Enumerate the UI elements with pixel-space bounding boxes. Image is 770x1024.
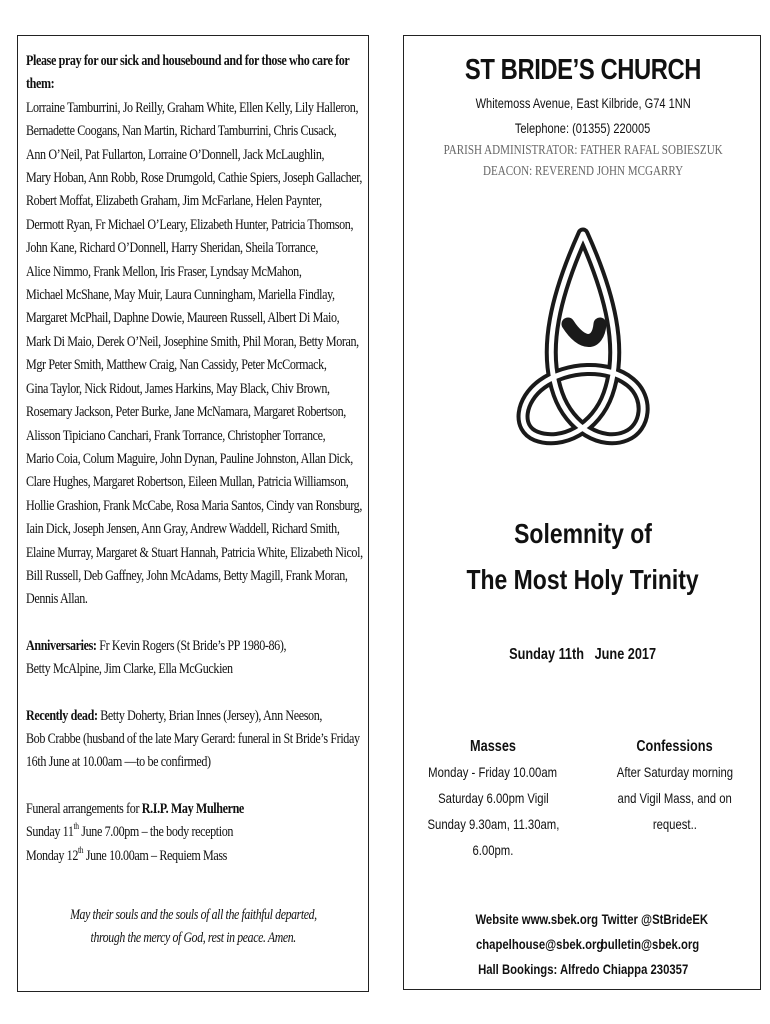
sick-name-line: Mark Di Maio, Derek O’Neil, Josephine Smith, Phil Moran, Betty Moran,: [26, 333, 359, 350]
recently-dead: [26, 705, 370, 728]
masses-list: [410, 760, 576, 864]
sick-name-line: Clare Hughes, Margaret Robertson, Eileen Mullan, Patricia Williamson,: [26, 474, 349, 491]
mass-time-line: [410, 786, 576, 812]
funeral-line-1: [26, 821, 370, 844]
church-telephone: Telephone: (01355) 220005: [515, 121, 651, 136]
sick-name-line: Iain Dick, Joseph Jensen, Ann Gray, Andrew Waddell, Richard Smith,: [26, 521, 340, 538]
sick-name-line: Margaret McPhail, Daphne Dowie, Maureen Russell, Albert Di Maio,: [26, 310, 340, 327]
sick-name-line: John Kane, Richard O’Donnell, Harry Sheridan, Sheila Torrance,: [26, 240, 319, 257]
mass-time-line-text: 6.00pm.: [472, 843, 514, 858]
sick-name-line: Lorraine Tamburrini, Jo Reilly, Graham White, Ellen Kelly, Lily Halleron,: [26, 99, 359, 116]
trinity-knot-graphic: [512, 224, 654, 462]
mass-time-line: [410, 812, 576, 838]
prayer-line-1: May their souls and the souls of all the faithful departed,: [69, 907, 317, 923]
sick-name-line: Mgr Peter Smith, Matthew Craig, Nan Cassidy, Peter McCormack,: [26, 357, 327, 374]
chapelhouse-email[interactable]: chapelhouse@sbek.org: [475, 937, 604, 952]
confession-line-text: After Saturday morning: [616, 765, 734, 780]
sick-heading-cont: them:: [26, 76, 55, 93]
parish-administrator: PARISH ADMINISTRATOR: FATHER RAFAL SOBIESZUK: [443, 142, 723, 157]
recently-dead-label: Recently dead:: [26, 707, 98, 724]
recently-dead-text: Betty Doherty, Brian Innes (Jersey), Ann Neeson,: [97, 707, 323, 724]
sick-name-line: Robert Moffat, Elizabeth Graham, Jim McFarlane, Helen Paynter,: [26, 193, 322, 210]
feast-title-1: Solemnity of: [514, 518, 652, 549]
prayer-line-2: through the mercy of God, rest in peace. Amen.: [90, 930, 296, 947]
mass-time-line-text: Monday - Friday 10.00am: [428, 765, 558, 780]
funeral-line-2-sup: th: [78, 844, 84, 855]
sick-name-line: Bill Russell, Deb Gaffney, John McAdams, Betty Magill, Frank Moran,: [26, 567, 348, 584]
confession-line: [592, 760, 758, 786]
funeral-line-2-day: Monday 12: [26, 847, 79, 864]
website-link[interactable]: Website www.sbek.org: [475, 912, 599, 927]
left-panel: [17, 35, 369, 992]
funeral-line-2: [26, 845, 370, 868]
confessions-heading: Confessions: [636, 738, 714, 755]
funeral-line-1-rest: June 7.00pm – the body reception: [78, 824, 234, 841]
funeral-prefix: Funeral arrangements for: [26, 800, 142, 817]
mass-time-line: [410, 838, 576, 864]
masses-heading: Masses: [470, 738, 516, 755]
mass-time-line-text: Sunday 9.30am, 11.30am,: [427, 817, 559, 832]
sick-heading: Please pray for our sick and housebound and for those who care for: [26, 53, 350, 69]
sick-name-line: Gina Taylor, Nick Ridout, James Harkins, May Black, Chiv Brown,: [26, 380, 330, 397]
church-address: Whitemoss Avenue, East Kilbride, G74 1NN: [475, 96, 691, 111]
anniversaries-label: Anniversaries:: [26, 637, 97, 654]
knot-outline: [523, 234, 643, 439]
confessions-list: [592, 760, 758, 838]
twitter-link[interactable]: Twitter @StBrideEK: [601, 912, 709, 927]
sick-name-line: Alice Nimmo, Frank Mellon, Iris Fraser, Lyndsay McMahon,: [26, 263, 302, 280]
sick-name-line: Rosemary Jackson, Peter Burke, Jane McNamara, Margaret Robertson,: [26, 404, 346, 421]
sick-name-line: Mary Hoban, Ann Robb, Rose Drumgold, Cathie Spiers, Joseph Gallacher,: [26, 170, 363, 187]
trinity-knot-icon: [512, 224, 654, 462]
sick-name-line: Bernadette Coogans, Nan Martin, Richard Tamburrini, Chris Cusack,: [26, 123, 337, 140]
sick-name-line: Michael McShane, May Muir, Laura Cunningham, Mariella Findlay,: [26, 287, 335, 304]
sick-names-list: [26, 97, 370, 612]
sick-name-line: Mario Coia, Colum Maguire, John Dynan, Pauline Johnston, Allan Dick,: [26, 450, 353, 467]
anniversaries-text: Fr Kevin Rogers (St Bride’s PP 1980-86),: [96, 637, 287, 654]
funeral-heading: [26, 798, 370, 821]
mass-time-line-text: Saturday 6.00pm Vigil: [437, 791, 549, 806]
confessions-section: [592, 734, 758, 838]
bulletin-date: Sunday 11th June 2017: [509, 646, 657, 663]
confession-line-text: request..: [652, 817, 698, 832]
hall-bookings: Hall Bookings: Alfredo Chiappa 230357: [477, 962, 689, 977]
sick-name-line: Ann O’Neil, Pat Fullarton, Lorraine O’Donnell, Jack McLaughlin,: [26, 146, 325, 163]
mass-time-line: [410, 760, 576, 786]
sick-name-line: Alisson Tipiciano Canchari, Frank Torrance, Christopher Torrance,: [26, 427, 326, 444]
church-name: ST BRIDE’S CHURCH: [464, 54, 702, 86]
closing-prayer: [18, 904, 368, 951]
recently-dead-text-3: 16th June at 10.00am —to be confirmed): [26, 754, 211, 771]
funeral-name: R.I.P. May Mulherne: [141, 800, 244, 817]
feast-title-2: The Most Holy Trinity: [466, 564, 700, 595]
confession-line: [592, 786, 758, 812]
intentions-text: [26, 50, 370, 868]
masses-section: [410, 734, 576, 864]
recently-dead-text-2: Bob Crabbe (husband of the late Mary Gerard: funeral in St Bride’s Friday: [26, 730, 360, 747]
anniversaries-text-2: Betty McAlpine, Jim Clarke, Ella McGuckien: [26, 661, 233, 678]
sick-name-line: Hollie Grashion, Frank McCabe, Rosa Maria Santos, Cindy van Ronsburg,: [26, 497, 362, 514]
right-panel: [403, 35, 761, 990]
sick-name-line: Elaine Murray, Margaret & Stuart Hannah, Patricia White, Elizabeth Nicol,: [26, 544, 363, 561]
anniversaries: [26, 635, 370, 658]
confession-line-text: and Vigil Mass, and on: [617, 791, 733, 806]
deacon: DEACON: REVEREND JOHN MCGARRY: [482, 163, 684, 178]
funeral-line-2-rest: June 10.00am – Requiem Mass: [83, 847, 227, 864]
sick-name-line: Dennis Allan.: [26, 591, 88, 608]
funeral-line-1-sup: th: [73, 821, 79, 832]
bulletin-email[interactable]: bulletin@sbek.org: [600, 937, 700, 952]
confession-line: [592, 812, 758, 838]
sick-name-line: Dermott Ryan, Fr Michael O’Leary, Elizabeth Hunter, Patricia Thomson,: [26, 216, 354, 233]
funeral-line-1-day: Sunday 11: [26, 824, 74, 841]
